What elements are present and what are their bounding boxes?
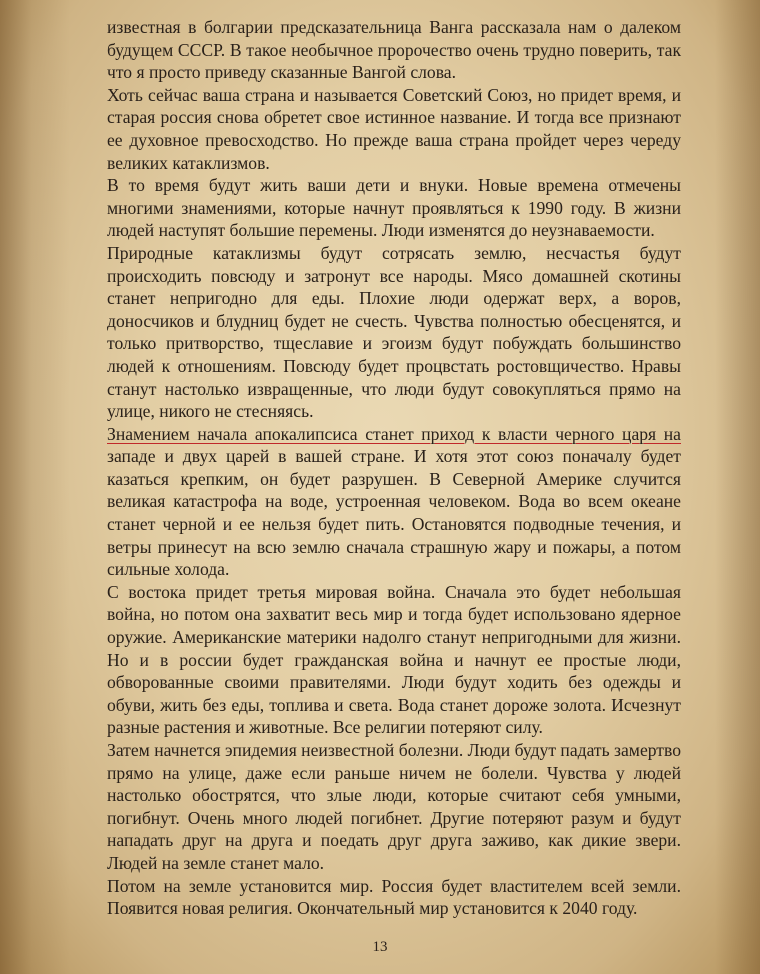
paragraph-6: С востока придет третья мировая война. Сначала это будет небольшая война, но потом она захватит весь мир и тогда будет использовано ядерное оружие. Американские материки надолго станут непригодными для жизни. Но и в россии будет гражданская война и начнут ее простые люди, обворованные своими правителями. Люди будут ходить без одежды и обуви, жить без еды, топлива и света. Вода станет дороже золота. Исчезнут разные растения и животные. Все религии потеряют силу.: [107, 581, 681, 738]
page-text: [107, 16, 681, 920]
paragraph-1: известная в болгарии предсказательница Ванга рассказала нам о далеком будущем СССР. В такое необычное пророчество очень трудно поверить, так что я просто приведу сказанные Вангой слова.: [107, 17, 681, 83]
paragraph-8: Потом на земле установится мир. Россия будет властителем всей земли. Появится новая религия. Окончательный мир установится к 2040 году.: [107, 875, 681, 919]
page-number: 13: [372, 939, 388, 955]
paragraph-2: Хоть сейчас ваша страна и называется Советский Союз, но придет время, и старая россия снова обретет свое истинное название. И тогда все признают ее духовное превосходство. Но прежде ваша страна пройдет через череду великих катаклизмов.: [107, 84, 681, 173]
highlighted-sentence: Знамением начала апокалипсиса станет приход к власти черного царя на: [107, 423, 681, 444]
paragraph-5: [107, 423, 681, 581]
paragraph-5-rest: западе и двух царей в вашей стране. И хотя этот союз поначалу будет казаться крепким, он будет разрушен. В Северной Америке случится великая катастрофа на воде, устроенная человеком. Вода во всем океане станет черной и ее нельзя будет пить. Остановятся подводные течения, и ветры принесут на всю землю сначала страшную жару и пожары, а потом сильные холода.: [107, 446, 681, 580]
paragraph-7: Затем начнется эпидемия неизвестной болезни. Люди будут падать замертво прямо на улице, даже если раньше ничем не болели. Чувства у людей настолько обострятся, что злые люди, которые считают себя умными, погибнут. Очень много людей погибнет. Другие потеряют разум и будут нападать друг на друга и поедать друг друга заживо, как дикие звери. Людей на земле станет мало.: [107, 740, 681, 873]
paragraph-3: В то время будут жить ваши дети и внуки. Новые времена отмечены многими знамениями, которые начнут проявляться к 1990 году. В жизни людей наступят большие перемены. Люди изменятся до неузнаваемости.: [107, 175, 681, 241]
paragraph-4: Природные катаклизмы будут сотрясать землю, несчастья будут происходить повсюду и затронут все народы. Мясо домашней скотины станет непригодно для еды. Плохие люди одержат верх, а воров, доносчиков и блудниц будет не счесть. Чувства полностью обесценятся, и только притворство, тщеславие и эгоизм будут побуждать большинство людей к отношениям. Повсюду будет процвстать ростовщичество. Нравы станут настолько извращенные, что люди будут совокупляться прямо на улице, никого не стесняясь.: [107, 242, 681, 422]
